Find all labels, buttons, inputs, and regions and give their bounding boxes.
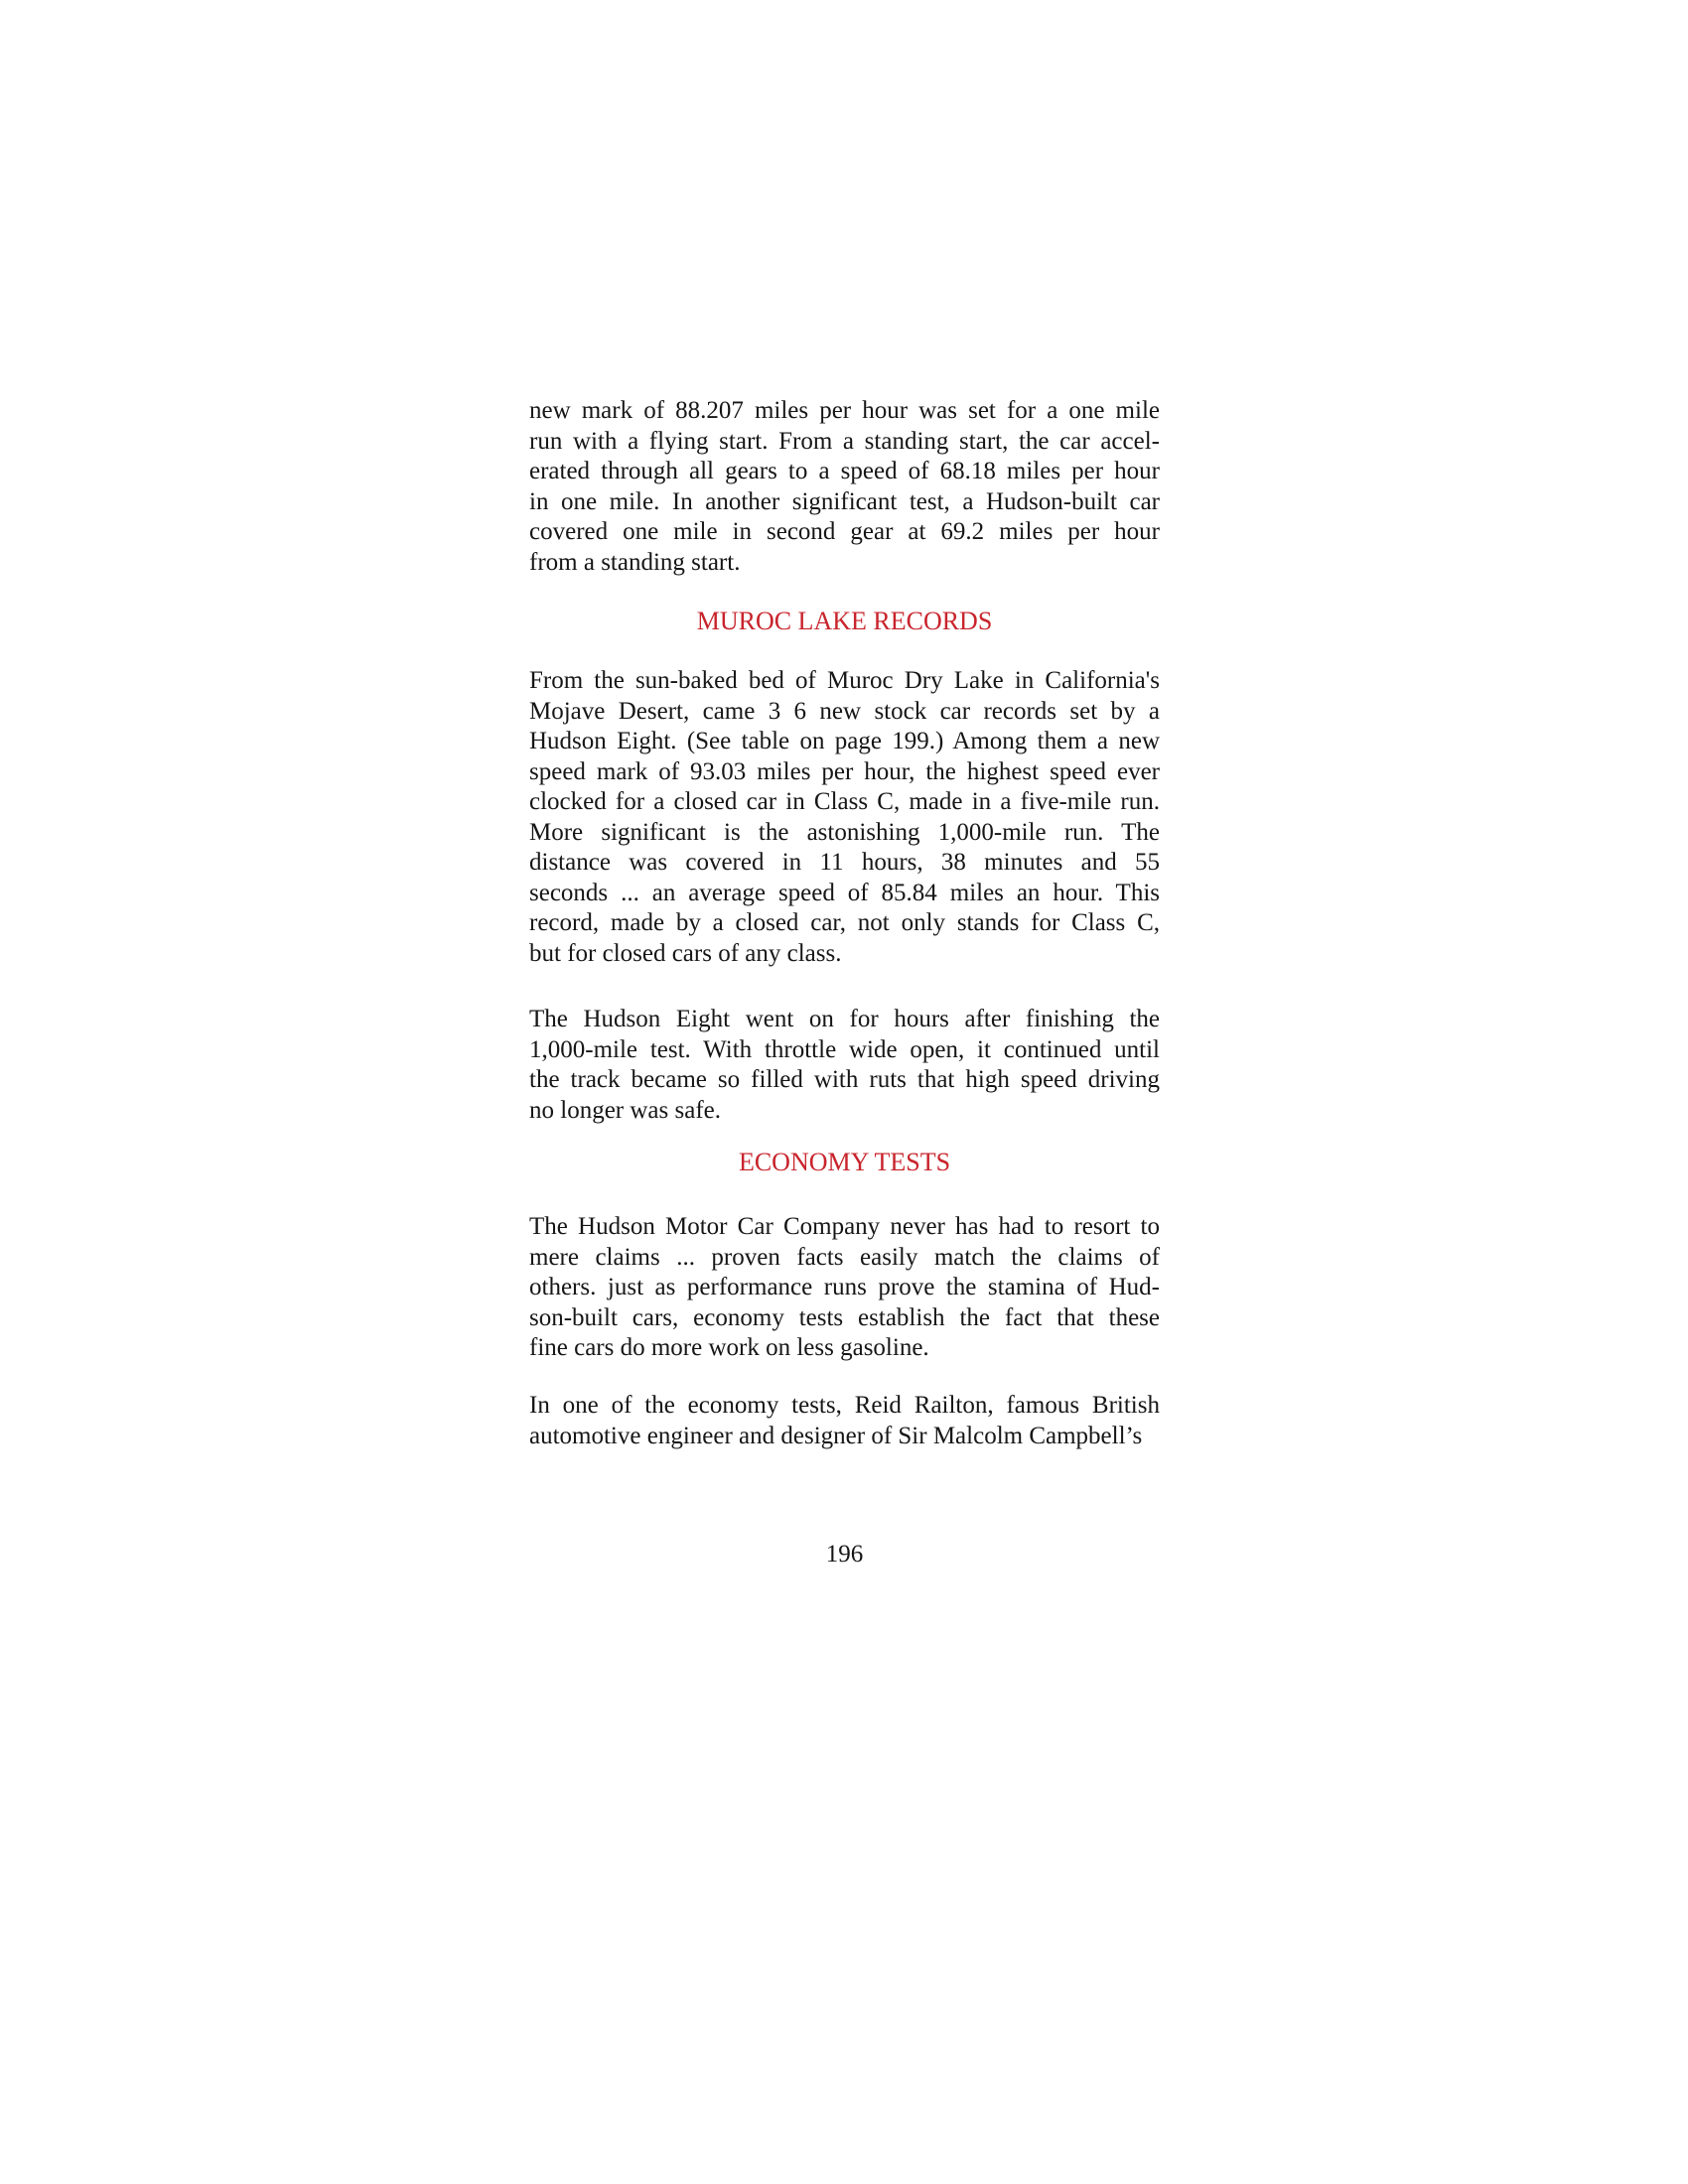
text-line: but for closed cars of any class.: [529, 939, 842, 967]
paragraph-endurance-run: [529, 1005, 1160, 1126]
paragraph-performance-tests: [529, 396, 1160, 578]
text-line: The Hudson Eight went on for hours after finishing the: [529, 1006, 1160, 1032]
page-number: 196: [825, 1541, 864, 1568]
text-line: More significant is the astonishing 1,000-mile run. The: [529, 818, 1160, 846]
text-line: record, made by a closed car, not only stands for Class C,: [529, 909, 1160, 936]
text-line: others. just as performance runs prove the stamina of Hud-: [529, 1274, 1160, 1300]
text-line: mere claims ... proven facts easily match the claims of: [529, 1243, 1160, 1271]
section-heading-economy-tests: ECONOMY TESTS: [738, 1148, 951, 1176]
text-line: new mark of 88.207 miles per hour was set for a one mile: [529, 397, 1160, 424]
text-line: son-built cars, economy tests establish the fact that these: [529, 1303, 1160, 1331]
text-line: 1,000-mile test. With throttle wide open, it continued until: [529, 1035, 1160, 1063]
text-line: covered one mile in second gear at 69.2 miles per hour: [529, 518, 1160, 545]
text-line: from a standing start.: [529, 548, 741, 576]
section-heading-muroc-lake-records: MUROC LAKE RECORDS: [696, 607, 993, 635]
text-line: In one of the economy tests, Reid Railton, famous British: [529, 1392, 1160, 1419]
text-line: erated through all gears to a speed of 68.18 miles per hour: [529, 458, 1160, 484]
text-line: clocked for a closed car in Class C, made in a five-mile run.: [529, 788, 1160, 815]
text-line: run with a flying start. From a standing start, the car accel-: [529, 427, 1160, 455]
text-line: fine cars do more work on less gasoline.: [529, 1334, 929, 1361]
paragraph-economy-claims: [529, 1212, 1160, 1364]
text-line: automotive engineer and designer of Sir Malcolm Campbell’s: [529, 1422, 1143, 1449]
paragraph-muroc-records: [529, 666, 1160, 969]
text-line: in one mile. In another significant test, a Hudson-built car: [529, 487, 1160, 515]
text-line: From the sun-baked bed of Muroc Dry Lake in California's: [529, 667, 1160, 694]
text-line: the track became so filled with ruts that high speed driving: [529, 1066, 1160, 1093]
paragraph-reid-railton: [529, 1391, 1160, 1451]
text-line: Mojave Desert, came 3 6 new stock car records set by a: [529, 697, 1160, 725]
text-line: no longer was safe.: [529, 1096, 721, 1124]
text-line: Hudson Eight. (See table on page 199.) Among them a new: [529, 728, 1160, 754]
text-line: The Hudson Motor Car Company never has had to resort to: [529, 1213, 1160, 1240]
text-line: distance was covered in 11 hours, 38 minutes and 55: [529, 849, 1160, 876]
text-line: seconds ... an average speed of 85.84 miles an hour. This: [529, 879, 1160, 906]
text-line: speed mark of 93.03 miles per hour, the highest speed ever: [529, 757, 1160, 785]
